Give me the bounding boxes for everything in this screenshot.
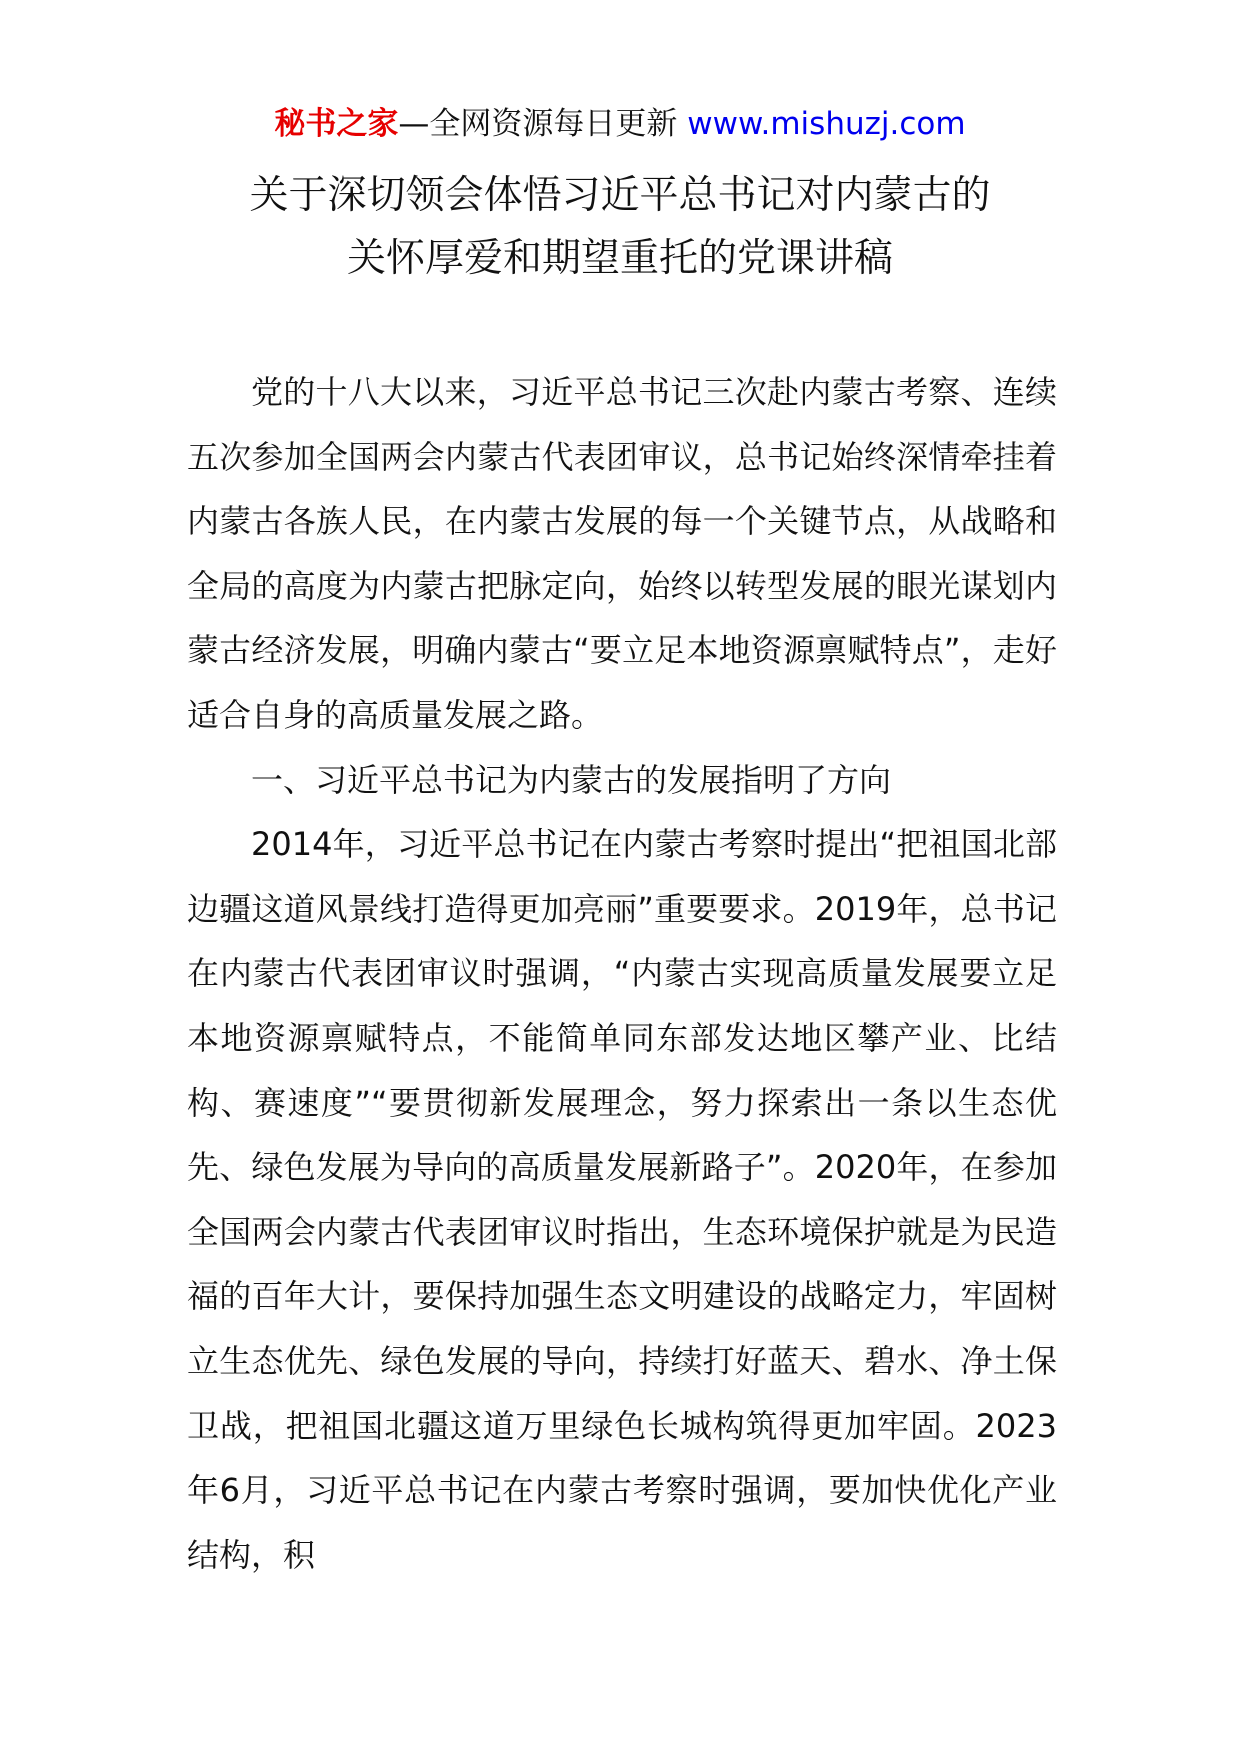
document-title bbox=[0, 164, 1240, 290]
site-url-link[interactable]: www.mishuzj.com bbox=[687, 106, 966, 142]
paragraph-intro: 党的十八大以来，习近平总书记三次赴内蒙古考察、连续五次参加全国两会内蒙古代表团审议，总书记始终深情牵挂着内蒙古各族人民，在内蒙古发展的每一个关键节点，从战略和全局的高度为内蒙古把脉定向，始终以转型发展的眼光谋划内蒙古经济发展，明确内蒙古“要立足本地资源禀赋特点”，走好适合自身的高质量发展之路。 bbox=[187, 373, 1057, 734]
banner-tagline: —全网资源每日更新 bbox=[398, 106, 688, 142]
brand-name: 秘书之家 bbox=[274, 106, 399, 142]
site-banner bbox=[0, 104, 1240, 144]
document-body bbox=[187, 360, 1057, 1587]
title-line-1: 关于深切领会体悟习近平总书记对内蒙古的 bbox=[249, 173, 991, 218]
paragraph-section-1: 2014年，习近平总书记在内蒙古考察时提出“把祖国北部边疆这道风景线打造得更加亮丽”重要要求。2019年，总书记在内蒙古代表团审议时强调，“内蒙古实现高质量发展要立足本地资源禀赋特点，不能简单同东部发达地区攀产业、比结构、赛速度”“要贯彻新发展理念，努力探索出一条以生态优先、绿色发展为导向的高质量发展新路子”。2020年，在参加全国两会内蒙古代表团审议时指出，生态环境保护就是为民造福的百年大计，要保持加强生态文明建设的战略定力，牢固树立生态优先、绿色发展的导向，持续打好蓝天、碧水、净土保卫战，把祖国北疆这道万里绿色长城构筑得更加牢固。2023年6月，习近平总书记在内蒙古考察时强调，要加快优化产业结构，积 bbox=[187, 825, 1057, 1574]
section-heading-1: 一、习近平总书记为内蒙古的发展指明了方向 bbox=[251, 760, 892, 799]
title-line-2: 关怀厚爱和期望重托的党课讲稿 bbox=[346, 236, 893, 281]
